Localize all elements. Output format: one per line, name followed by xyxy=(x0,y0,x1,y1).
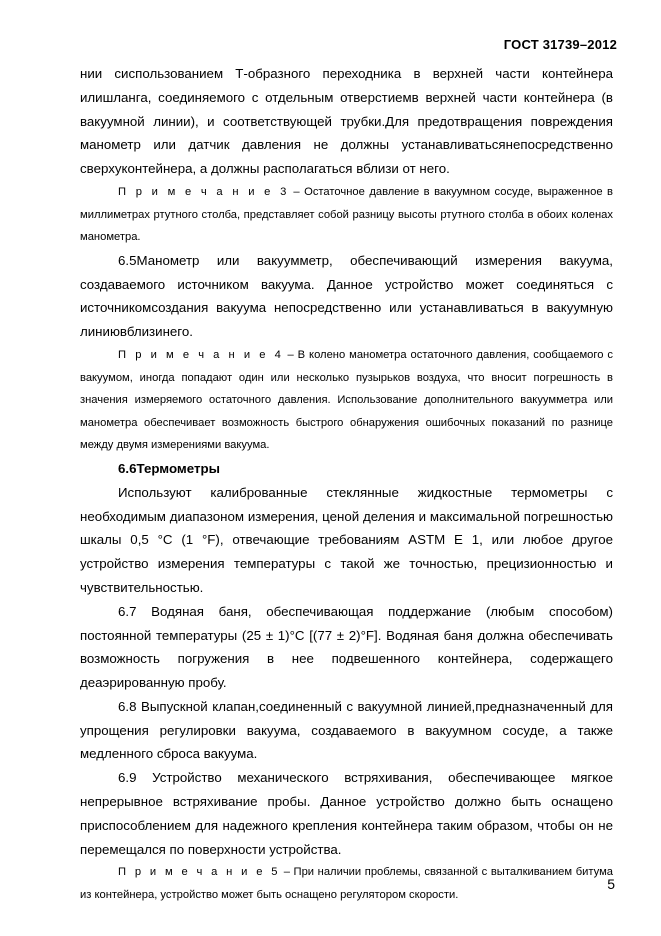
paragraph-6-8: 6.8 Выпускной клапан,соединенный с вакуумной линией,предназначенный для упрощения регулировки вакуума, создаваемого в вакуумном сосуде, а также медленного сброса вакуума. xyxy=(80,698,613,762)
document-code: ГОСТ 31739–2012 xyxy=(503,37,617,52)
note-label: П р и м е ч а н и е 4 xyxy=(118,348,284,361)
note-text: – При наличии проблемы, связанной с выталкиванием битума из контейнера, устройство может быть оснащено регулятором скорости. xyxy=(80,866,614,902)
paragraph-6-7: 6.7 Водяная баня, обеспечивающая поддержание (любым способом) постоянной температуры (25 ± 1)°С [(77 ± 2)°F]. Водяная баня должна обеспечивать возможность погружения в нее подвешенного контейнера, содержащего деаэрированную пробу. xyxy=(80,603,613,691)
note-3 xyxy=(80,181,613,249)
note-label: П р и м е ч а н и е 3 xyxy=(118,185,289,198)
page-number: 5 xyxy=(607,876,615,892)
note-5 xyxy=(80,861,613,906)
paragraph-6-9: 6.9 Устройство механического встряхивания, обеспечивающее мягкое непрерывное встряхивание пробы. Данное устройство должно быть оснащено приспособлением для надежного крепления контейнера таким образом, чтобы он не перемещался по поверхности устройства. xyxy=(80,770,613,857)
note-4 xyxy=(80,344,613,457)
note-text: – Остаточное давление в вакуумном сосуде, выраженное в миллиметрах ртутного столба, представляет собой разницу высоты ртутного столба в обоих коленах манометра. xyxy=(80,185,613,244)
page-body xyxy=(80,62,613,907)
paragraph-continuation: нии сиспользованием Т-образного переходника в верхней части контейнера илишланга, соединяемого с отдельным отверстиемв верхней части контейнера (в вакуумной линии), и соответствующей трубки.Для предотвращения повреждения манометр или датчик давления не должны устанавливатьсянепосредственно сверхуконтейнера, а должны располагаться вблизи от него. xyxy=(80,66,613,177)
paragraph-6-5: 6.5Манометр или вакуумметр, обеспечивающий измерения вакуума, создаваемого источником вакуума. Данное устройство может соединяться с источникомсоздания вакуума непосредственно или устанавливаться в вакуумную линиювблизинего. xyxy=(80,252,613,340)
section-heading-6-6: 6.6Термометры xyxy=(118,460,220,476)
paragraph-6-6: Используют калиброванные стеклянные жидкостные термометры с необходимым диапазоном измерения, ценой деления и максимальной погрешностью шкалы 0,5 °С (1 °F), отвечающие требованиям ASTM E 1, или любое другое устройство измерения температуры с такой же точностью, прецизионностью и чувствительностью. xyxy=(80,484,613,595)
note-label: П р и м е ч а н и е 5 xyxy=(118,866,281,879)
note-text: – В колено манометра остаточного давления, сообщаемого с вакуумом, иногда попадают один или несколько пузырьков воздуха, что вносит погрешность в значения измеряемого остаточного давления. Использование дополнительного вакуумметра или манометра обеспечивает возможность быстрого обнаружения ошибочных показаний по разнице между двумя измерениями вакуума. xyxy=(80,348,614,452)
